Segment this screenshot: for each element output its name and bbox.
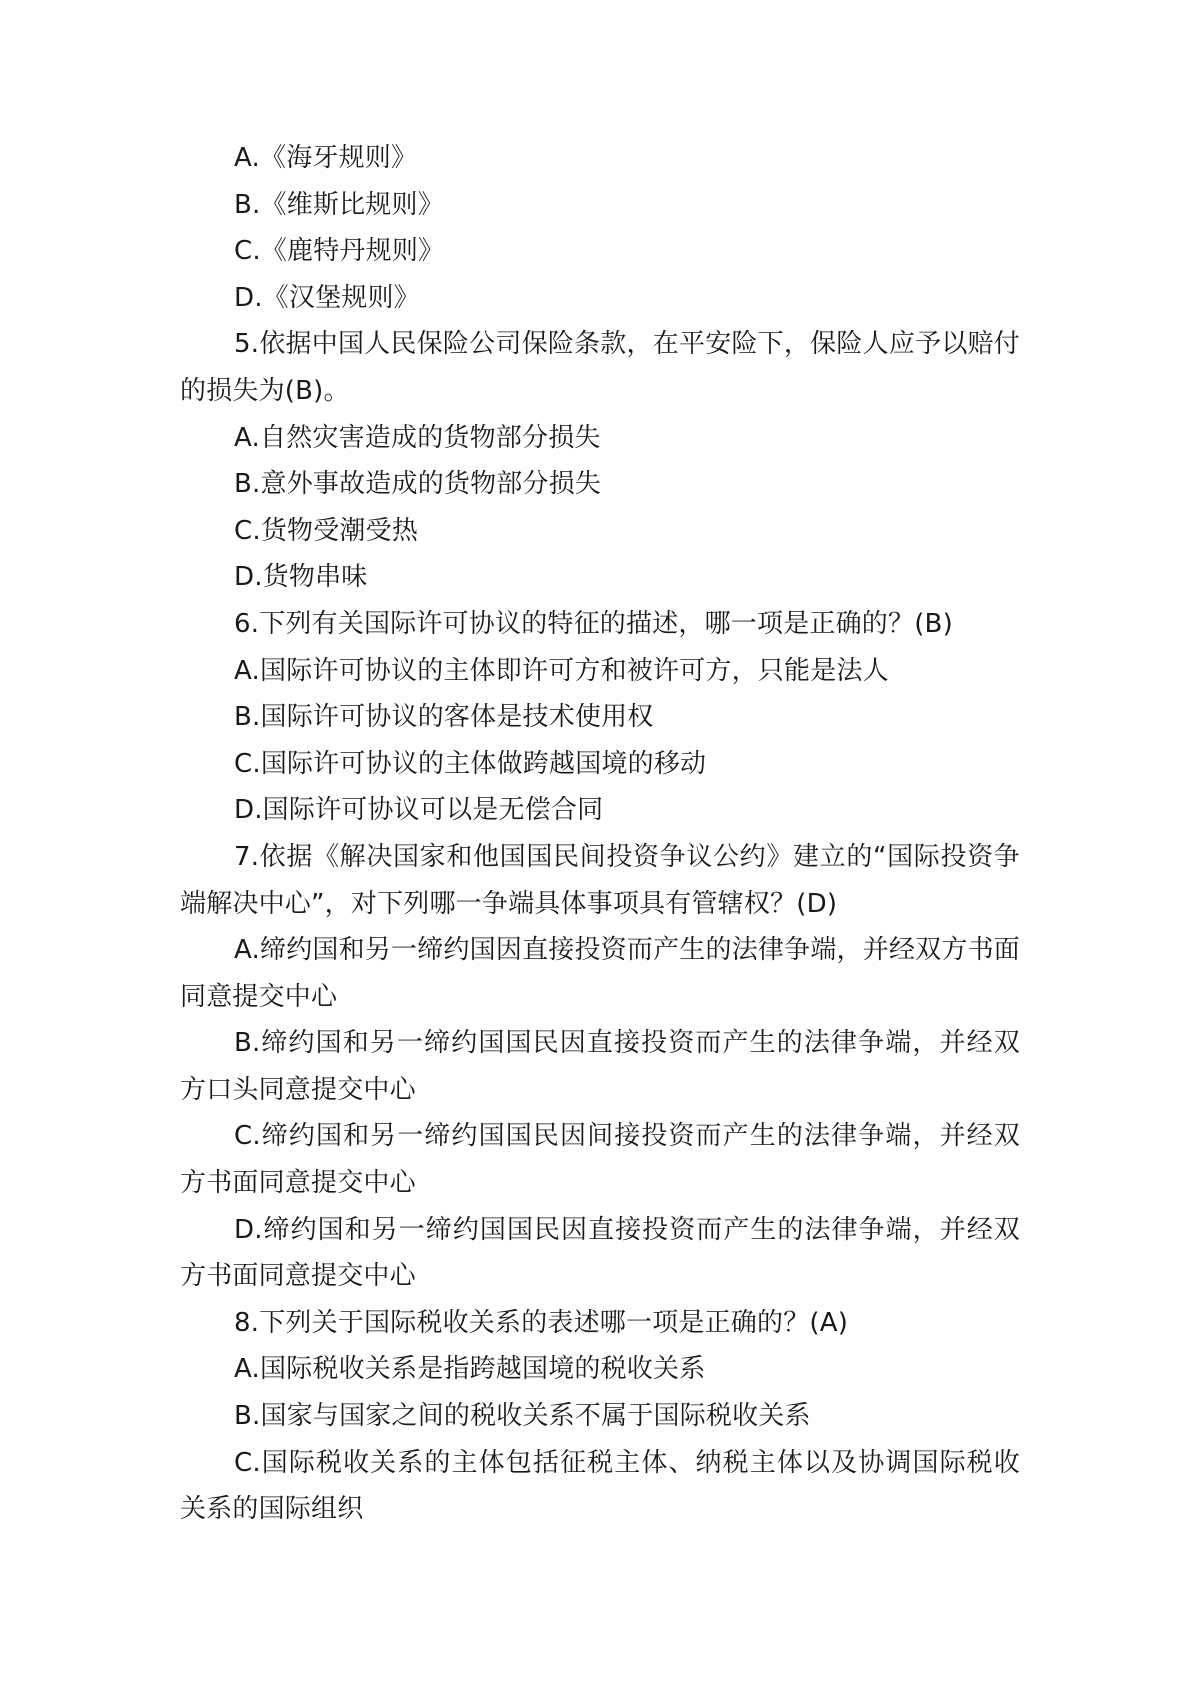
- option-6a: A.国际许可协议的主体即许可方和被许可方，只能是法人: [234, 655, 889, 686]
- option-5a: A.自然灾害造成的货物部分损失: [234, 422, 601, 453]
- option-7a: A.缔约国和另一缔约国因直接投资而产生的法律争端，并经双方书面同意提交中心: [180, 935, 1020, 1012]
- option-8c: C.国际税收关系的主体包括征税主体、纳税主体以及协调国际税收关系的国际组织: [180, 1447, 1020, 1525]
- option-6d: D.国际许可协议可以是无偿合同: [234, 795, 604, 826]
- question-5: 5.依据中国人民保险公司保险条款，在平安险下，保险人应予以赔付的损失为(B)。: [180, 329, 1020, 406]
- option-8b: B.国家与国家之间的税收关系不属于国际税收关系: [234, 1401, 811, 1432]
- option-6b: B.国际许可协议的客体是技术使用权: [234, 702, 654, 733]
- question-8: 8.下列关于国际税收关系的表述哪一项是正确的？(A): [234, 1307, 849, 1338]
- option-4a: A.《海牙规则》: [234, 143, 418, 173]
- option-5d: D.货物串味: [234, 562, 368, 593]
- option-4c: C.《鹿特丹规则》: [234, 236, 445, 267]
- option-5c: C.货物受潮受热: [234, 515, 419, 546]
- option-7c: C.缔约国和另一缔约国国民因间接投资而产生的法律争端，并经双方书面同意提交中心: [180, 1121, 1020, 1199]
- option-6c: C.国际许可协议的主体做跨越国境的移动: [234, 748, 707, 779]
- question-6: 6.下列有关国际许可协议的特征的描述，哪一项是正确的？(B): [234, 608, 953, 639]
- option-4b: B.《维斯比规则》: [234, 189, 444, 220]
- option-4d: D.《汉堡规则》: [234, 282, 420, 313]
- document-body: [180, 135, 1020, 1533]
- option-7d: D.缔约国和另一缔约国国民因直接投资而产生的法律争端，并经双方书面同意提交中心: [180, 1214, 1020, 1292]
- option-8a: A.国际税收关系是指跨越国境的税收关系: [234, 1354, 706, 1385]
- question-7: 7.依据《解决国家和他国国民间投资争议公约》建立的“国际投资争端解决中心”，对下列哪一争端具体事项具有管辖权？(D): [180, 841, 1020, 919]
- option-7b: B.缔约国和另一缔约国国民因直接投资而产生的法律争端，并经双方口头同意提交中心: [180, 1028, 1020, 1105]
- option-5b: B.意外事故造成的货物部分损失: [234, 469, 602, 500]
